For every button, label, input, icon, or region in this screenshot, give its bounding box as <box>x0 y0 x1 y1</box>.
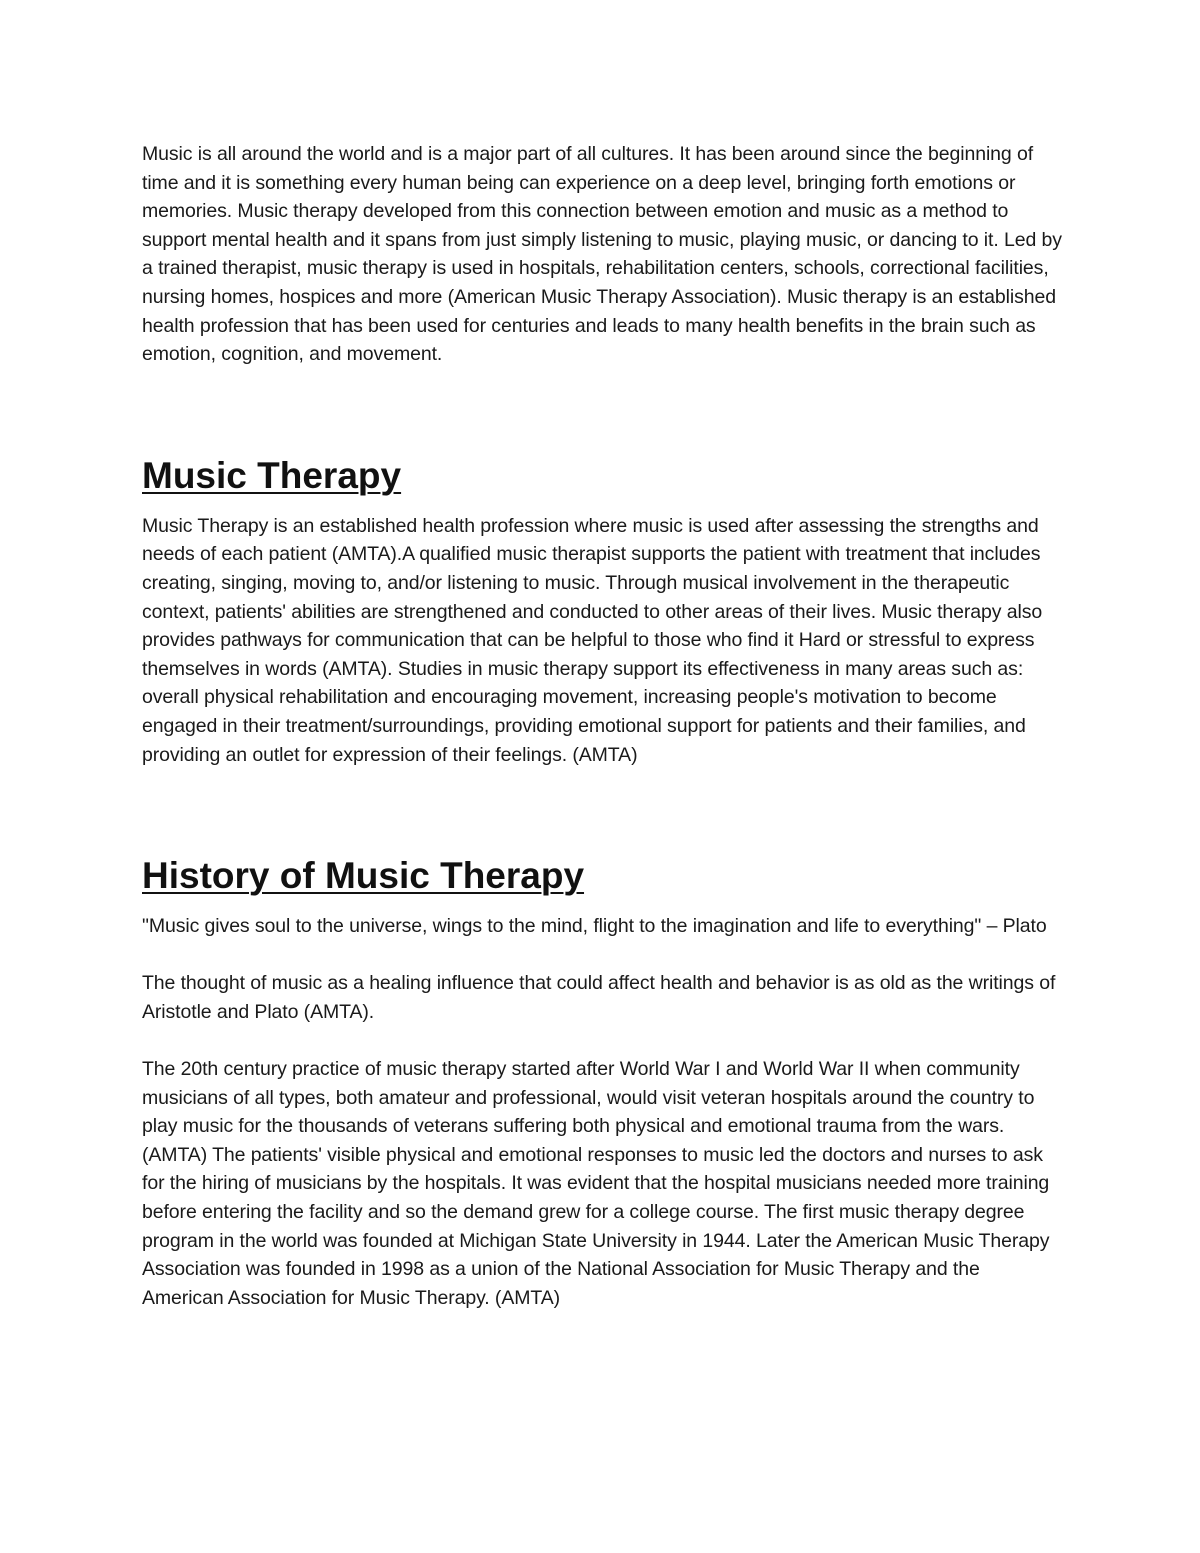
plato-quote: "Music gives soul to the universe, wings to the mind, flight to the imagination and life to everything" – Plato <box>142 915 1047 938</box>
history-paragraph-1: The thought of music as a healing influence that could affect health and behavior is as old as the writings of Aristotle and Plato (AMTA). <box>142 972 1056 1023</box>
heading-music-therapy: Music Therapy <box>142 454 402 496</box>
intro-paragraph: Music is all around the world and is a major part of all cultures. It has been around since the beginning of time and it is something every human being can experience on a deep level, bringing forth emotions or memories. Music therapy developed from this connection between emotion and music as a method to support mental health and it spans from just simply listening to music, playing music, or dancing to it. Led by a trained therapist, music therapy is used in hospitals, rehabilitation centers, schools, correctional facilities, nursing homes, hospices and more (American Music Therapy Association). Music therapy is an established health profession that has been used for centuries and leads to many health benefits in the brain such as emotion, cognition, and movement. <box>142 143 1062 366</box>
document-page <box>142 140 1062 1312</box>
music-therapy-paragraph: Music Therapy is an established health profession where music is used after assessing the strengths and needs of each patient (AMTA).A qualified music therapist supports the patient with treatment that includes creating, singing, moving to, and/or listening to music. Through musical involvement in the therapeutic context, patients' abilities are strengthened and conducted to other areas of their lives. Music therapy also provides pathways for communication that can be helpful to those who find it Hard or stressful to express themselves in words (AMTA). Studies in music therapy support its effectiveness in many areas such as: overall physical rehabilitation and encouraging movement, increasing people's motivation to become engaged in their treatment/surroundings, providing emotional support for patients and their families, and providing an outlet for expression of their feelings. (AMTA) <box>142 514 1043 766</box>
heading-history-of-music-therapy: History of Music Therapy <box>142 855 585 897</box>
history-paragraph-2: The 20th century practice of music therapy started after World War I and World War II when community musicians of all types, both amateur and professional, would visit veteran hospitals around the country to play music for the thousands of veterans suffering both physical and emotional trauma from the wars. (AMTA) The patients' visible physical and emotional responses to music led the doctors and nurses to ask for the hiring of musicians by the hospitals. It was evident that the hospital musicians needed more training before entering the facility and so the demand grew for a college course. The first music therapy degree program in the world was founded at Michigan State University in 1944. Later the American Music Therapy Association was founded in 1998 as a union of the National Association for Music Therapy and the American Association for Music Therapy. (AMTA) <box>142 1058 1050 1309</box>
